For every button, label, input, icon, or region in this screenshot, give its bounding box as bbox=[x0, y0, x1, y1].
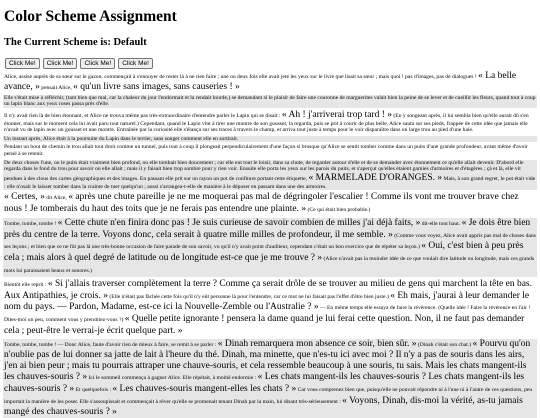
narration: Pendant un bout de chemin le trou allait tout droit comme un tunnel, puis tout à coup il plongeait perpendiculairement d'une façon si brusque qu'Alice se sentit tomber comme dans un puits d'une grande profondeur, avant même d'avoir pensé à se retenir. bbox=[4, 144, 528, 157]
narration: Un instant après, Alice était à la poursuite du Lapin dans le terrier, sans songer comment elle en sortirait. bbox=[4, 135, 239, 142]
click-me-button-3[interactable]: Click Me! bbox=[80, 58, 115, 69]
quote: « Ah ! j'arriverai trop tard ! » bbox=[281, 109, 393, 120]
page-title: Color Scheme Assignment bbox=[4, 8, 177, 25]
narration: (Elle n'était pas fâchée cette fois qu'il n'y eût personne là pour l'entendre, car ce mot ne lui faisait pas l'effet d'être bien juste.) bbox=[107, 293, 391, 300]
quote: « Quelle petite ignorante ! pensera la dame quand je lui ferai cette question. Non, il ne faut pas demander cela ; peut-être le verrai-je écrit quelque part. » bbox=[4, 314, 525, 336]
story-text bbox=[3, 71, 537, 418]
narration: Bientôt elle reprit : bbox=[4, 281, 48, 288]
quote: « après une chute pareille je ne me moquerai pas mal de dégringoler l'escalier ! Comme ils vont me trouver brave chez nous ! Je tomberais du haut des toits que je ne ferais pas entendre une plainte. » bbox=[4, 192, 519, 214]
click-me-button-1[interactable]: Click Me! bbox=[5, 58, 40, 69]
paragraph bbox=[3, 144, 537, 157]
scheme-heading: The Current Scheme is: Default bbox=[4, 37, 147, 48]
narration: De deux choses l'une, ou le puits était vraiment bien profond, ou elle tombait bien doucement ; car elle eut tout le loisir, dans sa chute, de regarder autour d'elle et de se demander avec étonnement ce qu'elle allait devenir. D'abord elle regarda dans le fond du trou pour savoir où elle allait ; mais il y faisait bien trop sombre pour y rien voir. Ensuite elle porta les yeux sur les parois du puits, et s'aperçut qu'elles étaient garnies d'armoires et d'étagères ; çà et là, elle vit pendues à des clous des cartes géographiques et des images. En passant elle prit sur un rayon un pot de confiture portant cette étiquette, bbox=[4, 159, 524, 182]
quote: « qu'un livre sans images, sans causeries ! » bbox=[73, 81, 240, 92]
paragraph bbox=[3, 110, 537, 134]
paragraph bbox=[3, 160, 537, 191]
paragraph bbox=[3, 95, 537, 108]
narration: Car vous comprenez bien que, puisqu'elle ne pouvait répondre ni à l'une ni à l'autre de ces questions, peu importait la manière de les poser. Elle s'assoupissait et commençait à rêver qu'elle se promenait tenant Dinah par la main, lui disant très-sérieusement : bbox=[4, 386, 533, 405]
narration: (Dinah c'était son chat.) bbox=[416, 341, 473, 348]
narration: Alice, assise auprès de sa sœur sur le gazon, commençait à s'ennuyer de rester là à ne rien faire ; une ou deux fois elle avait jeté les yeux sur le livre que lisait sa sœur ; mais quoi ! pas d'images, pas de dialogues ! bbox=[4, 74, 479, 80]
click-me-button-4[interactable]: Click Me! bbox=[118, 58, 153, 69]
quote: « Si j'allais traverser complètement la terre ? Comme ça serait drôle de se trouver au milieu de gens qui marchent la tête en bas. Aux Antipathies, je crois. » bbox=[4, 278, 532, 301]
narration: dit-elle tout haut. bbox=[420, 220, 462, 227]
quote: « Cette chute n'en finira donc pas ! Je suis curieuse de savoir combien de milles j'ai déjà faits, » bbox=[57, 217, 421, 228]
paragraph bbox=[3, 192, 537, 216]
button-row bbox=[5, 58, 537, 69]
narration: (Comme vous voyez, Alice avait appris pas mal de choses dans ses leçons ; et bien que ce ne fût pas là une très-bonne occasion de faire parade de son savoir, vu qu'il n'y avait point d'auditeur, cependant c'était un bon exercice que de répéter sa leçon.) bbox=[4, 232, 536, 251]
narration: Ici le sommeil commença à gagner Alice. Elle répétait, à moitié endormie : bbox=[87, 375, 258, 382]
narration: Tombe, tombe, tombe ! bbox=[4, 220, 58, 227]
paragraph bbox=[3, 218, 537, 277]
narration: Tombe, tombe, tombe ! — Donc Alice, faute d'avoir rien de mieux à faire, se remit à se parler : bbox=[4, 341, 218, 348]
narration: (En y songeant après, il lui sembla bien qu'elle aurait dû s'en étonner, mais sur le moment cela lui avait paru tout naturel.) Cependant, quand le Lapin vint à tirer une montre de son gousset, la regarda, puis se prit à courir de plus belle, Alice sauta sur ses pieds, frappée de cette idée que jamais elle n'avait vu de lapin avec un gousset et une montre. Entraînée par la curiosité elle s'élança sur ses traces à travers le champ, et arriva tout juste à temps pour le voir disparaître dans un large trou au pied d'une haie. bbox=[4, 112, 529, 134]
paragraph bbox=[3, 71, 537, 93]
narration: Il n'y avait rien là de bien étonnant, et Alice ne trouva même pas très-extraordinaire d'entendre parler le Lapin qui se disait : bbox=[4, 112, 282, 119]
paragraph bbox=[3, 136, 537, 143]
paragraph bbox=[3, 279, 537, 337]
quote: « La belle avance, » bbox=[4, 71, 517, 92]
quote: « Certes, » bbox=[4, 192, 45, 203]
quote: « Les chats mangent-ils les chauves-souris ? Les chats mangent-ils les chauves-souris ? » bbox=[4, 372, 525, 394]
quote: « MARMELADE D'ORANGES. » bbox=[308, 172, 443, 183]
paragraph bbox=[3, 339, 537, 418]
narration: Elle s'était mise à réfléchir, (tant bien que mal, car la chaleur du jour l'endormait et la rendait lourde,) se demandant si le plaisir de faire une couronne de marguerites valait bien la peine de se lever et de cueillir les fleurs, quand tout à coup un lapin blanc aux yeux roses passa près d'elle. bbox=[4, 94, 536, 108]
quote: « Voyons, Dinah, dis-moi la vérité, as-tu jamais mangé des chauves-souris ? » bbox=[4, 395, 523, 418]
quote: « Dinah remarquera mon absence ce soir, bien sûr. » bbox=[217, 338, 417, 349]
click-me-button-2[interactable]: Click Me! bbox=[43, 58, 78, 69]
narration: Et quelquefois : bbox=[74, 386, 113, 393]
quote: « Oui, c'est bien à peu près cela ; mais alors à quel degré de latitude ou de longitude est-ce que je me trouve ? » bbox=[4, 241, 524, 264]
narration: (Alice n'avait pas la moindre idée de ce que voulait dire latitude ou longitude, mais ces grands mots lui paraissaient beaux et sonores.) bbox=[4, 256, 535, 274]
narration: — En même temps elle essaya de faire la révérence. (Quelle idée ! Faire la révérence en l'air ! Dites-moi un peu, comment vous y prendriez-vous ?) bbox=[4, 305, 531, 324]
quote: « Pourvu qu'on n'oublie pas de lui donner sa jatte de lait à l'heure du thé. Dinah, ma minette, que n'es-tu ici avec moi ? Il n'y a pas de souris dans les airs, j'en ai bien peur ; mais tu pourrais attraper une chauve-souris, et cela ressemble beaucoup à une souris, tu sais. Mais les chats mangent-ils les chauves-souris ? » bbox=[4, 338, 531, 383]
quote: « Les chauves-souris mangent-elles les chats ? » bbox=[112, 383, 297, 394]
quote: « Eh mais, j'aurai à leur demander le nom du pays. — Pardon, Madame, est-ce ici la Nouvelle-Zemble ou l'Australie ? » bbox=[4, 290, 530, 313]
narration: dit Alice, bbox=[44, 195, 69, 202]
narration: (Ce qui était bien probable.) bbox=[306, 206, 371, 213]
narration: pensait Alice, bbox=[39, 84, 74, 91]
quote: « Je dois être bien près du centre de la terre. Voyons donc, cela serait à quatre mille milles de profondeur, il me semble. » bbox=[4, 217, 531, 240]
narration: Mais, à son grand regret, le pot était vide : elle n'osait le laisser tomber dans la crainte de tuer quelqu'un ; aussi s'arrangea-t-elle de manière à le déposer en passant dans une des armoires. bbox=[4, 175, 536, 190]
